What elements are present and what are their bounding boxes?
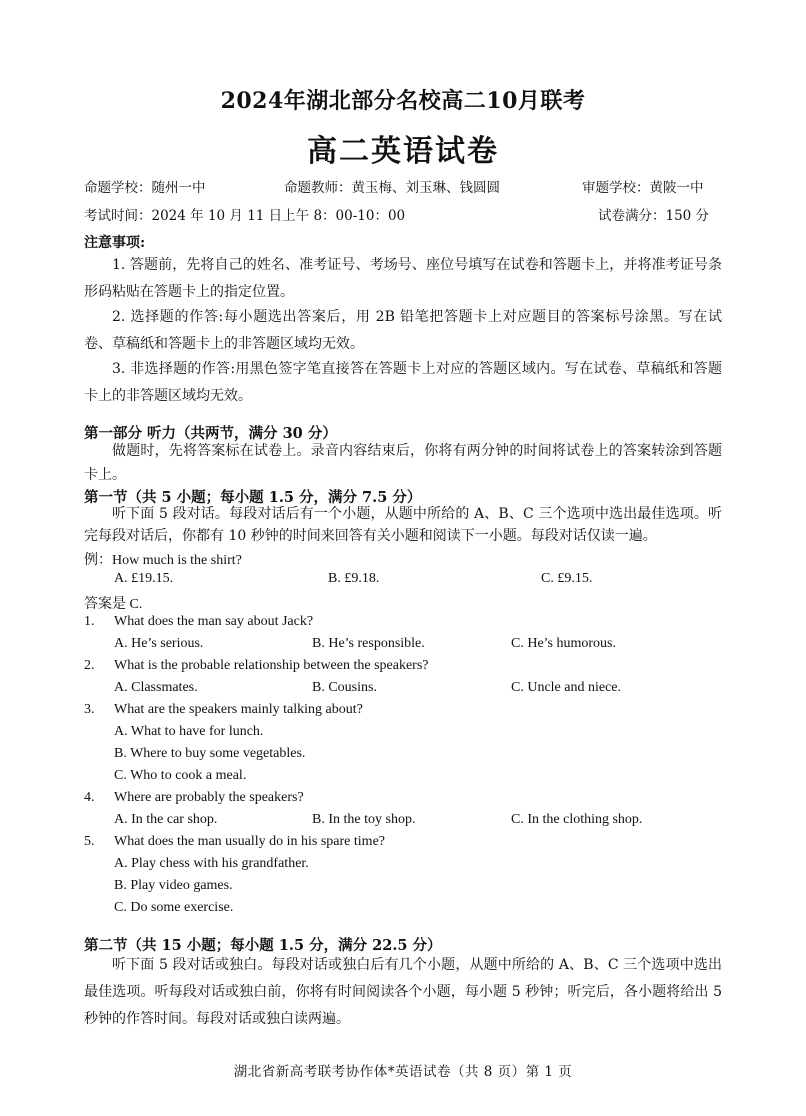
option-a: A. Classmates.	[114, 680, 198, 695]
option-c: C. He’s humorous.	[511, 636, 616, 651]
example-option-b: B. £9.18.	[328, 571, 380, 586]
question-number: 3.	[84, 702, 95, 717]
exam-subtitle: 高二英语试卷	[307, 134, 499, 169]
note-item: 2. 选择题的作答:每小题选出答案后，用 2B 铅笔把答题卡上对应题目的答案标号涂黑。写在试卷、草稿纸和答题卡上的非答题区域均无效。	[84, 309, 722, 352]
option-b: B. He’s responsible.	[312, 636, 425, 651]
part1-intro: 做题时，先将答案标在试卷上。录音内容结束后，你将有两分钟的时间将试卷上的答案转涂到答题卡上。	[84, 443, 722, 483]
note-item: 1. 答题前，先将自己的姓名、准考证号、考场号、座位号填写在试卷和答题卡上，并将准考证号条形码粘贴在答题卡上的指定位置。	[84, 257, 722, 300]
question-text: What are the speakers mainly talking about?	[114, 702, 363, 717]
meta-time: 考试时间：2024 年 10 月 11 日上午 8：00-10：00	[84, 208, 406, 224]
example-question: 例：How much is the shirt?	[84, 553, 242, 568]
section1-heading: 第一节（共 5 小题；每小题 1.5 分，满分 7.5 分）	[84, 489, 422, 506]
question-text: What is the probable relationship between the speakers?	[114, 658, 429, 673]
meta-reviewer: 审题学校：黄陂一中	[582, 180, 704, 196]
option-a: A. Play chess with his grandfather.	[114, 856, 309, 871]
part1-heading: 第一部分 听力（共两节，满分 30 分）	[84, 425, 337, 442]
question-number: 2.	[84, 658, 95, 673]
option-a: A. What to have for lunch.	[114, 724, 264, 739]
option-a: A. He’s serious.	[114, 636, 204, 651]
option-c: C. Who to cook a meal.	[114, 768, 247, 783]
example-option-c: C. £9.15.	[541, 571, 593, 586]
option-b: B. Play video games.	[114, 878, 233, 893]
option-c: C. In the clothing shop.	[511, 812, 643, 827]
example-option-a: A. £19.15.	[114, 571, 174, 586]
page-footer: 湖北省新高考联考协作体*英语试卷（共 8 页）第 1 页	[233, 1064, 573, 1080]
option-c: C. Uncle and niece.	[511, 680, 622, 695]
question-text: Where are probably the speakers?	[114, 790, 304, 805]
notes-heading: 注意事项:	[84, 235, 146, 251]
question-number: 5.	[84, 834, 95, 849]
meta-teachers: 命题教师：黄玉梅、刘玉琳、钱圆圆	[284, 180, 500, 196]
section2-instructions: 听下面 5 段对话或独白。每段对话或独白后有几个小题，从题中所给的 A、B、C 三个选项中选出最佳选项。听每段对话或独白前，你将有时间阅读各个小题，每小题 5 秒钟；听完后，各小题将给出 5 秒钟的作答时间。每段对话或独白读两遍。	[84, 957, 722, 1027]
option-b: B. Where to buy some vegetables.	[114, 746, 306, 761]
exam-title: 2024年湖北部分名校高二10月联考	[220, 88, 586, 114]
question-text: What does the man say about Jack?	[114, 614, 314, 629]
option-c: C. Do some exercise.	[114, 900, 234, 915]
meta-school: 命题学校：随州一中	[84, 180, 206, 196]
question-text: What does the man usually do in his spare time?	[114, 834, 385, 849]
option-a: A. In the car shop.	[114, 812, 218, 827]
option-b: B. Cousins.	[312, 680, 377, 695]
note-item: 3. 非选择题的作答:用黑色签字笔直接答在答题卡上对应的答题区域内。写在试卷、草稿纸和答题卡上的非答题区域均无效。	[84, 361, 722, 404]
meta-score: 试卷满分：150 分	[598, 208, 710, 224]
question-number: 4.	[84, 790, 95, 805]
question-number: 1.	[84, 614, 95, 629]
option-b: B. In the toy shop.	[312, 812, 416, 827]
section2-heading: 第二节（共 15 小题；每小题 1.5 分，满分 22.5 分）	[84, 937, 442, 954]
section1-instructions: 听下面 5 段对话。每段对话后有一个小题，从题中所给的 A、B、C 三个选项中选出最佳选项。听完每段对话后，你都有 10 秒钟的时间来回答有关小题和阅读下一小题。每段对话仅读一遍。	[84, 506, 722, 544]
example-answer: 答案是 C.	[84, 597, 143, 612]
